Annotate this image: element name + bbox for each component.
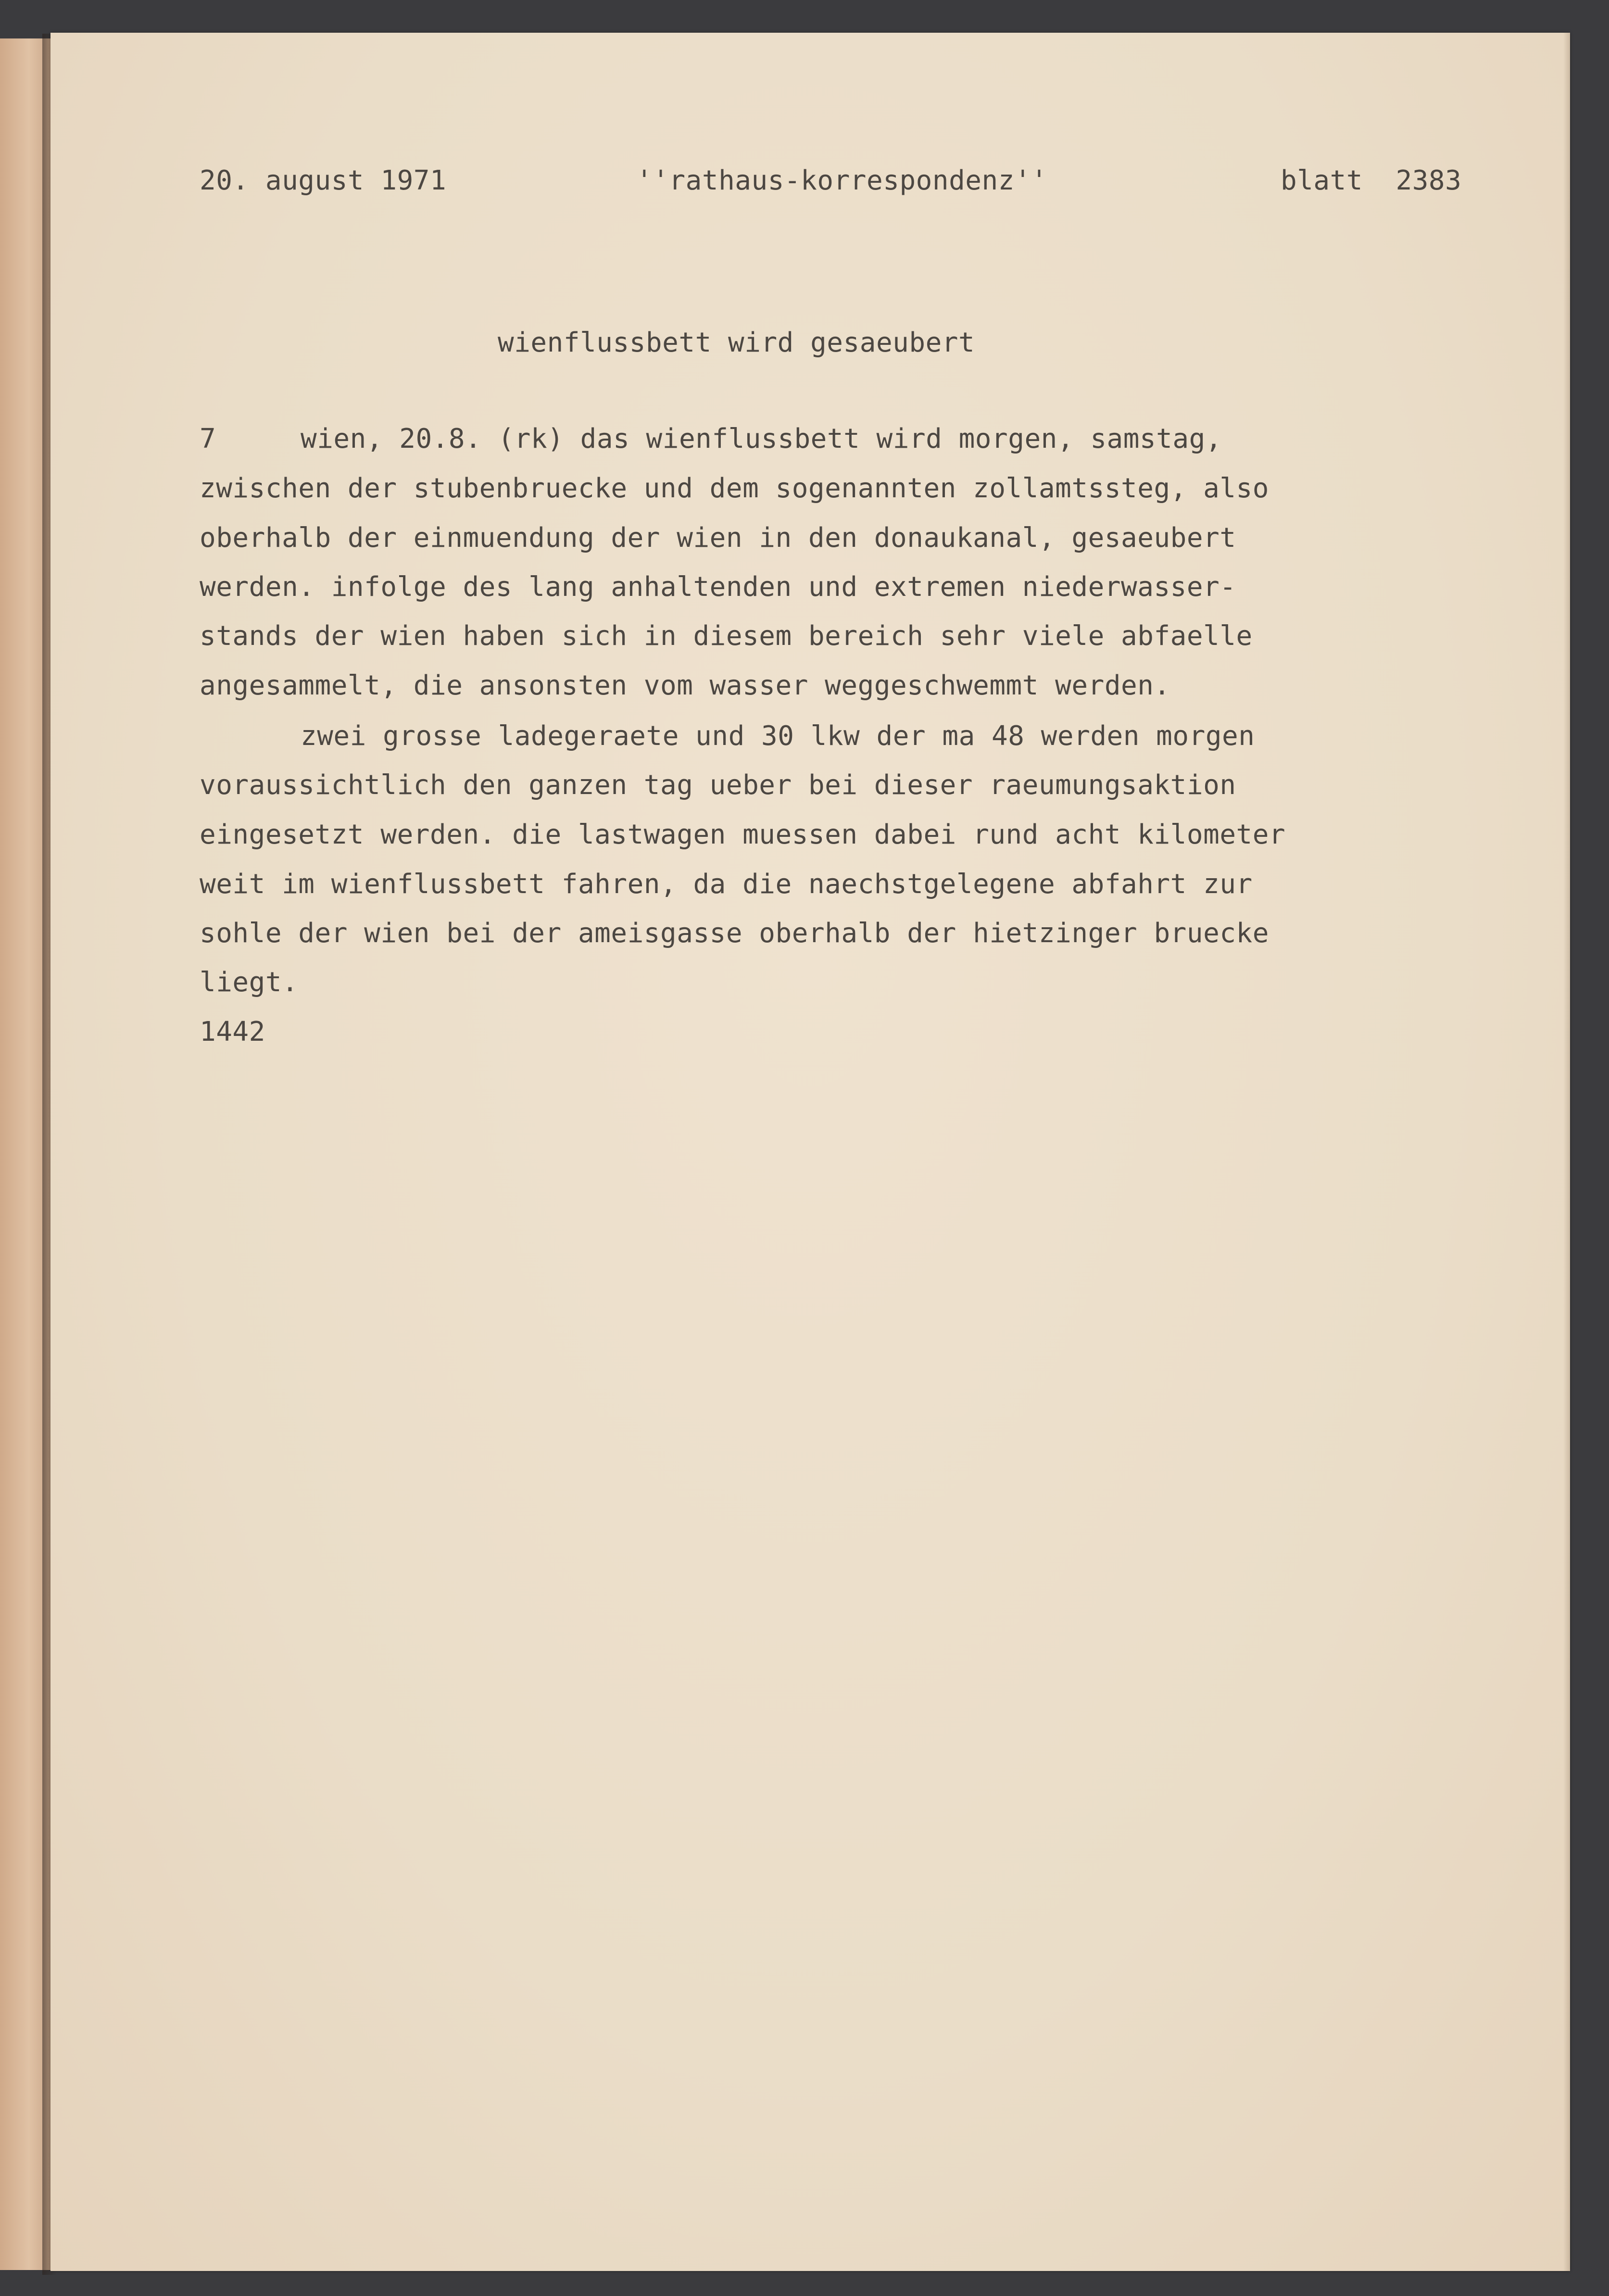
page-header xyxy=(200,165,1508,203)
body-line-4: werden. infolge des lang anhaltenden und extremen niederwasser- xyxy=(200,571,1236,603)
document-page xyxy=(50,33,1570,2271)
body-line-9: eingesetzt werden. die lastwagen muessen dabei rund acht kilometer xyxy=(200,819,1286,850)
page-right-edge xyxy=(1563,33,1570,2271)
body-line-7: zwei grosse ladegeraete und 30 lkw der ma 48 werden morgen xyxy=(301,720,1255,752)
body-line-11: sohle der wien bei der ameisgasse oberhalb der hietzinger bruecke xyxy=(200,918,1269,949)
closing-number: 1442 xyxy=(200,1016,265,1047)
body-line-6: angesammelt, die ansonsten vom wasser weggeschwemmt werden. xyxy=(200,670,1170,701)
item-number: 7 xyxy=(200,423,216,454)
body-line-12: liegt. xyxy=(200,967,299,998)
header-publication: ''rathaus-korrespondenz'' xyxy=(636,165,1048,196)
body-line-3: oberhalb der einmuendung der wien in den donaukanal, gesaeubert xyxy=(200,522,1236,554)
body-line-10: weit im wienflussbett fahren, da die naechstgelegene abfahrt zur xyxy=(200,869,1253,900)
body-line-2: zwischen der stubenbruecke und dem sogenannten zollamtssteg, also xyxy=(200,473,1269,504)
body-line-5: stands der wien haben sich in diesem bereich sehr viele abfaelle xyxy=(200,620,1253,652)
body-line-8: voraussichtlich den ganzen tag ueber bei dieser raeumungsaktion xyxy=(200,770,1236,801)
header-sheet-number: blatt 2383 xyxy=(1281,165,1462,196)
body-line-1: wien, 20.8. (rk) das wienflussbett wird morgen, samstag, xyxy=(301,423,1222,454)
article-title: wienflussbett wird gesaeubert xyxy=(498,327,975,358)
header-date: 20. august 1971 xyxy=(200,165,447,196)
